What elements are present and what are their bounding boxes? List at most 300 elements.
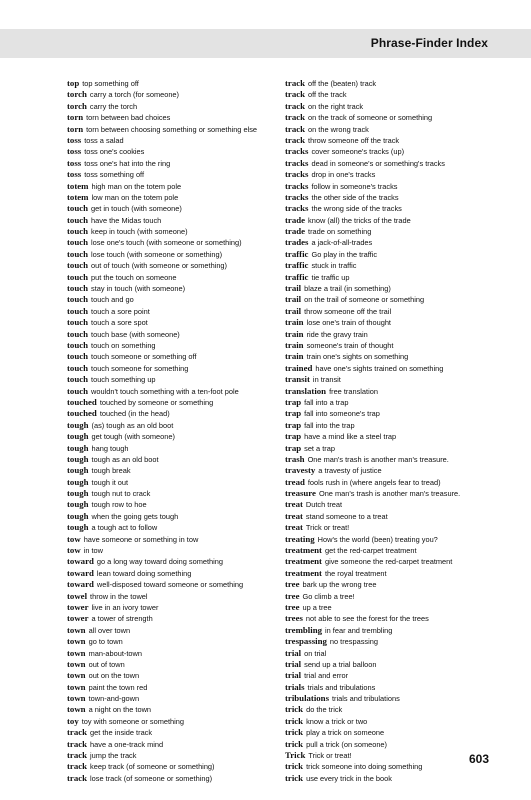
entry-headword: tree	[285, 601, 300, 612]
entry-phrase: trick someone into doing something	[306, 762, 423, 772]
index-entry	[67, 89, 292, 100]
entry-phrase: cover someone's tracks (up)	[311, 147, 405, 157]
index-entry	[285, 488, 500, 499]
index-entry	[67, 169, 292, 180]
index-entry	[285, 443, 500, 454]
entry-headword: trades	[285, 237, 309, 248]
entry-headword: track	[285, 112, 306, 123]
index-entry	[67, 761, 292, 772]
index-entry	[67, 545, 292, 556]
page-number: 603	[468, 752, 489, 766]
entry-headword: traffic	[285, 271, 309, 282]
entry-headword: trash	[285, 453, 305, 464]
entry-headword: touch	[67, 248, 89, 259]
entry-headword: tower	[67, 613, 89, 624]
index-entry	[285, 340, 500, 351]
entry-phrase: touch a sore point	[91, 306, 150, 316]
entry-phrase: the other side of the tracks	[311, 192, 399, 202]
index-entry	[285, 534, 500, 545]
entry-headword: trials	[285, 681, 305, 692]
entry-headword: train	[285, 339, 304, 350]
entry-headword: tree	[285, 579, 300, 590]
entry-headword: track	[285, 123, 306, 134]
entry-phrase: a tough act to follow	[91, 523, 158, 533]
index-entry	[67, 625, 292, 636]
entry-headword: town	[67, 647, 86, 658]
entry-phrase: (as) tough as an old boot	[91, 420, 174, 430]
entry-headword: torn	[67, 123, 84, 134]
index-entry	[67, 534, 292, 545]
entry-phrase: lose track (of someone or something)	[90, 773, 213, 783]
entry-headword: tow	[67, 533, 81, 544]
entry-phrase: out on the town	[88, 671, 140, 681]
index-entry	[67, 556, 292, 567]
entry-headword: touch	[67, 385, 89, 396]
index-entry	[285, 579, 500, 590]
entry-phrase: have one's sights trained on something	[315, 363, 444, 373]
entry-phrase: in transit	[312, 375, 341, 385]
entry-phrase: Dutch treat	[305, 500, 343, 510]
entry-headword: train	[285, 317, 304, 328]
entry-headword: track	[67, 761, 88, 772]
entry-headword: touch	[67, 294, 89, 305]
entry-headword: tower	[67, 601, 89, 612]
entry-headword: towel	[67, 590, 88, 601]
entry-phrase: toss one's cookies	[84, 147, 145, 157]
entry-headword: treasure	[285, 488, 316, 499]
index-entry	[285, 397, 500, 408]
index-entry	[67, 192, 292, 203]
entry-headword: trial	[285, 670, 302, 681]
index-entry	[67, 181, 292, 192]
index-entry	[67, 283, 292, 294]
entry-headword: town	[67, 624, 86, 635]
index-entry	[67, 682, 292, 693]
entry-phrase: carry the torch	[89, 101, 138, 111]
entry-headword: toward	[67, 567, 94, 578]
entry-phrase: follow in someone's tracks	[311, 181, 398, 191]
entry-headword: trespassing	[285, 636, 327, 647]
entry-phrase: tie traffic up	[311, 272, 350, 282]
index-entry	[285, 146, 500, 157]
entry-phrase: get the red-carpet treatment	[324, 546, 417, 556]
index-entry	[67, 386, 292, 397]
entry-phrase: lean toward doing something	[96, 568, 192, 578]
index-entry	[285, 568, 500, 579]
index-entry	[67, 591, 292, 602]
entry-phrase: carry a torch (for someone)	[89, 90, 180, 100]
index-entry	[67, 522, 292, 533]
entry-headword: touch	[67, 362, 89, 373]
entry-headword: trail	[285, 283, 302, 294]
entry-phrase: a tower of strength	[91, 614, 153, 624]
entry-headword: trained	[285, 362, 313, 373]
index-entry	[285, 682, 500, 693]
entry-phrase: off the (beaten) track	[308, 79, 377, 88]
index-entry	[67, 78, 292, 89]
entry-phrase: out of town	[88, 659, 125, 669]
index-entry	[285, 226, 500, 237]
entry-headword: trick	[285, 704, 304, 715]
index-entry	[285, 124, 500, 135]
entry-phrase: town-and-gown	[88, 694, 140, 704]
entry-headword: town	[67, 693, 86, 704]
entry-phrase: know (all) the tricks of the trade	[308, 215, 411, 225]
entry-headword: town	[67, 704, 86, 715]
entry-headword: touch	[67, 237, 89, 248]
entry-phrase: How's the world (been) treating you?	[317, 534, 438, 544]
entry-phrase: live in an ivory tower	[91, 602, 159, 612]
entry-headword: treat	[285, 499, 303, 510]
entry-headword: touched	[67, 408, 97, 419]
index-entry	[67, 135, 292, 146]
entry-phrase: high man on the totem pole	[91, 181, 182, 191]
index-entry	[67, 408, 292, 419]
index-entry	[285, 89, 500, 100]
entry-headword: toss	[67, 134, 82, 145]
index-entry	[285, 522, 500, 533]
entry-headword: trees	[285, 613, 303, 624]
entry-phrase: all over town	[88, 625, 131, 635]
entry-headword: track	[67, 750, 88, 761]
entry-headword: track	[285, 134, 306, 145]
entry-headword: track	[67, 738, 88, 749]
entry-phrase: set a trap	[304, 443, 335, 453]
entry-headword: trick	[285, 772, 304, 783]
entry-headword: torn	[67, 112, 84, 123]
entry-phrase: stuck in traffic	[311, 261, 357, 271]
entry-headword: trial	[285, 647, 302, 658]
entry-phrase: hang tough	[91, 443, 129, 453]
index-entry	[67, 568, 292, 579]
index-entry	[67, 374, 292, 385]
entry-headword: translation	[285, 385, 327, 396]
entry-phrase: fall into a trap	[304, 397, 349, 407]
entry-phrase: tough break	[91, 466, 131, 476]
entry-headword: track	[285, 78, 306, 88]
index-entry	[67, 363, 292, 374]
entry-headword: train	[285, 328, 304, 339]
entry-headword: totem	[67, 180, 89, 191]
entry-phrase: throw someone off the trail	[304, 306, 392, 316]
entry-headword: transit	[285, 374, 310, 385]
entry-headword: tough	[67, 419, 89, 430]
entry-phrase: give someone the red-carpet treatment	[324, 557, 453, 567]
entry-headword: tough	[67, 453, 89, 464]
index-entry	[285, 374, 500, 385]
entry-phrase: free translation	[329, 386, 378, 396]
index-entry	[67, 511, 292, 522]
index-entry	[285, 420, 500, 431]
entry-phrase: a night on the town	[88, 705, 152, 715]
entry-phrase: blaze a trail (in something)	[304, 284, 391, 294]
index-entry	[285, 192, 500, 203]
index-entry	[67, 340, 292, 351]
entry-phrase: toss a salad	[84, 135, 124, 145]
index-entry	[285, 465, 500, 476]
index-entry	[67, 226, 292, 237]
entry-phrase: put the touch on someone	[91, 272, 177, 282]
entry-headword: tough	[67, 488, 89, 499]
index-entry	[285, 78, 500, 89]
index-entry	[67, 659, 292, 670]
entry-headword: toward	[67, 556, 94, 567]
entry-phrase: up a tree	[302, 602, 332, 612]
entry-headword: trick	[285, 761, 304, 772]
index-entry	[285, 499, 500, 510]
index-entry	[285, 613, 500, 624]
entry-phrase: trade on something	[308, 227, 372, 237]
entry-phrase: in tow	[83, 546, 103, 556]
entry-headword: toss	[67, 169, 82, 180]
entry-headword: treat	[285, 510, 303, 521]
entry-headword: trembling	[285, 624, 322, 635]
index-entry	[285, 727, 500, 738]
entry-phrase: touched by someone or something	[99, 397, 214, 407]
index-entry	[285, 704, 500, 715]
index-entry	[285, 773, 500, 784]
index-entry	[285, 659, 500, 670]
index-entry	[67, 704, 292, 715]
index-entry	[67, 670, 292, 681]
entry-headword: tracks	[285, 180, 309, 191]
index-entry	[285, 648, 500, 659]
entry-headword: trap	[285, 408, 302, 419]
entry-headword: trail	[285, 305, 302, 316]
entry-headword: tough	[67, 510, 89, 521]
index-entry	[67, 158, 292, 169]
index-entry	[285, 670, 500, 681]
index-entry	[285, 716, 500, 727]
entry-headword: touch	[67, 214, 89, 225]
index-entry	[285, 306, 500, 317]
entry-phrase: the wrong side of the tracks	[311, 204, 402, 214]
entry-headword: totem	[67, 191, 89, 202]
index-entry	[67, 351, 292, 362]
index-entry	[67, 294, 292, 305]
entry-headword: trick	[285, 738, 304, 749]
index-entry	[67, 237, 292, 248]
entry-headword: town	[67, 636, 86, 647]
index-entry	[67, 477, 292, 488]
entry-headword: toy	[67, 715, 79, 726]
entry-headword: treatment	[285, 567, 322, 578]
entry-headword: traffic	[285, 260, 309, 271]
entry-phrase: have a one-track mind	[90, 739, 164, 749]
entry-headword: trial	[285, 658, 302, 669]
index-entry	[285, 761, 500, 772]
entry-phrase: trials and tribulations	[332, 694, 400, 704]
entry-phrase: do the trick	[306, 705, 343, 715]
entry-phrase: touch base (with someone)	[91, 329, 180, 339]
index-entry	[67, 272, 292, 283]
entry-headword: tree	[285, 590, 300, 601]
entry-phrase: trial and error	[304, 671, 349, 681]
index-entry	[285, 363, 500, 374]
entry-phrase: play a trick on someone	[306, 728, 385, 738]
index-entry	[67, 499, 292, 510]
entry-phrase: get the inside track	[90, 728, 153, 738]
index-entry	[285, 591, 500, 602]
entry-headword: toss	[67, 157, 82, 168]
entry-phrase: low man on the totem pole	[91, 192, 179, 202]
entry-headword: travesty	[285, 465, 316, 476]
entry-headword: track	[285, 100, 306, 111]
entry-phrase: trials and tribulations	[307, 682, 376, 692]
entry-phrase: have the Midas touch	[91, 215, 162, 225]
entry-phrase: send up a trial balloon	[304, 659, 377, 669]
index-entry	[285, 511, 500, 522]
index-entry	[285, 272, 500, 283]
index-entry	[285, 351, 500, 362]
entry-phrase: lose one's train of thought	[306, 318, 391, 328]
entry-headword: treatment	[285, 556, 322, 567]
entry-phrase: dead in someone's or something's tracks	[311, 158, 445, 168]
entry-headword: town	[67, 670, 86, 681]
index-entry	[67, 739, 292, 750]
entry-phrase: torn between choosing something or something else	[86, 124, 258, 134]
entry-headword: track	[285, 89, 306, 100]
entry-phrase: on the wrong track	[308, 124, 369, 134]
entry-phrase: go to town	[88, 637, 123, 647]
entry-phrase: touch someone for something	[91, 363, 189, 373]
index-entry	[67, 124, 292, 135]
entry-phrase: torn between bad choices	[86, 113, 171, 123]
index-entry	[67, 146, 292, 157]
index-entry	[285, 249, 500, 260]
entry-headword: tribulations	[285, 693, 329, 704]
entry-headword: track	[67, 727, 88, 738]
entry-phrase: when the going gets tough	[91, 511, 179, 521]
index-entry	[67, 613, 292, 624]
entry-phrase: tough it out	[91, 477, 129, 487]
entry-headword: touch	[67, 271, 89, 282]
entry-headword: trade	[285, 226, 306, 237]
entry-phrase: train one's sights on something	[306, 352, 409, 362]
entry-phrase: wouldn't touch something with a ten-foot pole	[91, 386, 239, 396]
index-entry	[67, 443, 292, 454]
entry-headword: toward	[67, 579, 94, 590]
entry-headword: toss	[67, 146, 82, 157]
entry-phrase: on the track of someone or something	[308, 113, 433, 123]
index-entry	[67, 648, 292, 659]
entry-phrase: Trick or treat!	[308, 751, 352, 761]
entry-phrase: toss one's hat into the ring	[84, 158, 171, 168]
entry-headword: trick	[285, 727, 304, 738]
entry-headword: torch	[67, 89, 87, 100]
index-entry	[67, 750, 292, 761]
entry-headword: top	[67, 78, 80, 88]
entry-phrase: Go play in the traffic	[311, 249, 378, 259]
entry-phrase: have a mind like a steel trap	[304, 432, 397, 442]
entry-phrase: keep track (of someone or something)	[90, 762, 215, 772]
entry-phrase: lose touch (with someone or something)	[91, 249, 223, 259]
entry-phrase: pull a trick (on someone)	[306, 739, 387, 749]
entry-headword: touch	[67, 328, 89, 339]
entry-headword: trap	[285, 442, 302, 453]
entry-phrase: touch something up	[91, 375, 156, 385]
index-entry	[67, 215, 292, 226]
entry-headword: torch	[67, 100, 87, 111]
entry-headword: touch	[67, 203, 89, 214]
entry-phrase: touch on something	[91, 340, 156, 350]
entry-headword: touch	[67, 317, 89, 328]
entry-headword: treating	[285, 533, 315, 544]
index-entry	[67, 397, 292, 408]
entry-phrase: lose one's touch (with someone or something)	[91, 238, 242, 248]
entry-headword: trap	[285, 431, 302, 442]
entry-headword: touch	[67, 374, 89, 385]
index-entry	[285, 625, 500, 636]
entry-phrase: ride the gravy train	[306, 329, 368, 339]
entry-phrase: get in touch (with someone)	[91, 204, 182, 214]
entry-phrase: on the trail of someone or something	[304, 295, 425, 305]
index-entry	[67, 203, 292, 214]
index-entry	[285, 636, 500, 647]
entry-phrase: man-about-town	[88, 648, 142, 658]
entry-headword: trail	[285, 294, 302, 305]
entry-headword: tough	[67, 499, 89, 510]
index-entry	[67, 260, 292, 271]
entry-headword: tough	[67, 522, 89, 533]
entry-phrase: touched (in the head)	[99, 409, 170, 419]
index-entry	[285, 431, 500, 442]
entry-headword: tracks	[285, 157, 309, 168]
entry-headword: touch	[67, 305, 89, 316]
entry-phrase: toy with someone or something	[81, 716, 185, 726]
entry-headword: touch	[67, 339, 89, 350]
index-entry	[67, 727, 292, 738]
index-entry	[285, 158, 500, 169]
index-entry	[67, 773, 292, 784]
entry-headword: tracks	[285, 191, 309, 202]
index-entry	[67, 636, 292, 647]
entry-phrase: tough row to hoe	[91, 500, 147, 510]
entry-headword: tough	[67, 465, 89, 476]
index-entry	[285, 101, 500, 112]
index-entry	[285, 237, 500, 248]
entry-headword: touch	[67, 226, 89, 237]
entry-headword: touched	[67, 396, 97, 407]
entry-phrase: fall into someone's trap	[304, 409, 380, 419]
index-entry	[285, 408, 500, 419]
entry-headword: Trick	[285, 750, 306, 761]
index-entry	[285, 602, 500, 613]
entry-phrase: in fear and trembling	[324, 625, 393, 635]
entry-phrase: stay in touch (with someone)	[91, 284, 186, 294]
entry-headword: trade	[285, 214, 306, 225]
entry-headword: touch	[67, 351, 89, 362]
entry-phrase: not able to see the forest for the trees	[305, 614, 429, 624]
entry-headword: train	[285, 351, 304, 362]
entry-phrase: the royal treatment	[324, 568, 387, 578]
index-entry	[285, 203, 500, 214]
index-entry	[285, 739, 500, 750]
index-entry	[67, 329, 292, 340]
entry-headword: tracks	[285, 146, 309, 157]
entry-phrase: paint the town red	[88, 682, 148, 692]
entry-phrase: drop in one's tracks	[311, 170, 376, 180]
entry-headword: town	[67, 681, 86, 692]
index-entry	[67, 431, 292, 442]
entry-headword: trap	[285, 396, 302, 407]
entry-headword: town	[67, 658, 86, 669]
index-entry	[285, 477, 500, 488]
entry-phrase: fall into the trap	[304, 420, 355, 430]
index-entry	[67, 465, 292, 476]
index-entry	[67, 317, 292, 328]
entry-headword: tough	[67, 476, 89, 487]
